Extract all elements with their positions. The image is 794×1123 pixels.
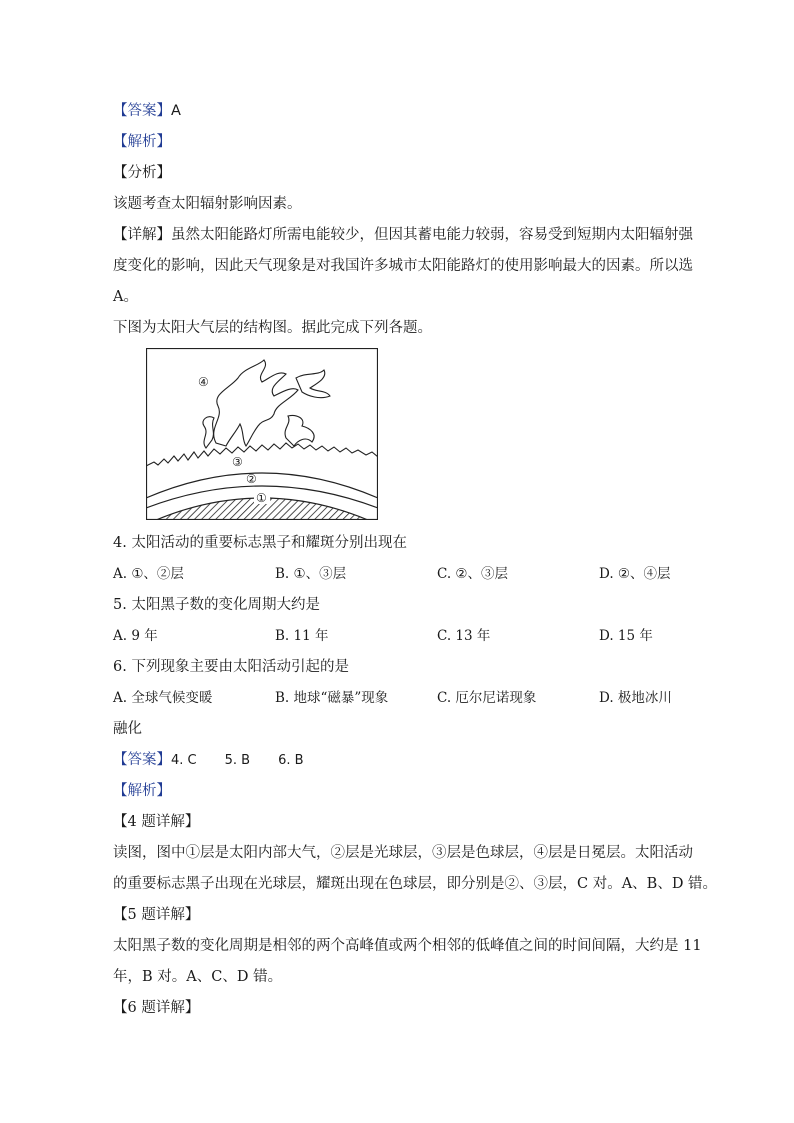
q5-option-c: C. 13 年 bbox=[437, 628, 491, 644]
detail-line-2: 度变化的影响，因此天气现象是对我国许多城市太阳能路灯的使用影响最大的因素。所以选 bbox=[113, 258, 693, 274]
answer-tag: 【答案】 bbox=[113, 103, 171, 119]
q6-option-c: C. 厄尔尼诺现象 bbox=[437, 690, 537, 706]
detail-4-line-2: 的重要标志黑子出现在光球层，耀斑出现在色球层，即分别是②、③层，C 对。A、B、D 错。 bbox=[113, 876, 718, 892]
detail-4-line-1: 读图，图中①层是太阳内部大气，②层是光球层，③层是色球层，④层是日冕层。太阳活动 bbox=[113, 845, 693, 861]
sun-atmosphere-diagram bbox=[146, 348, 378, 520]
label-layer-1: ① bbox=[256, 491, 267, 505]
question-5-options bbox=[113, 621, 683, 652]
q5-option-b: B. 11 年 bbox=[275, 628, 329, 644]
detail-6-heading: 【6 题详解】 bbox=[113, 1000, 200, 1016]
question-4-options bbox=[113, 559, 683, 590]
detail-tag: 【详解】 bbox=[113, 227, 171, 243]
answers-line bbox=[113, 745, 683, 776]
question-4-stem: 4. 太阳活动的重要标志黑子和耀斑分别出现在 bbox=[113, 535, 407, 551]
answers-tag: 【答案】 bbox=[113, 752, 171, 768]
prev-answer-line bbox=[113, 96, 683, 127]
sun-atmosphere-figure bbox=[146, 348, 378, 520]
label-layer-2: ② bbox=[246, 472, 257, 486]
question-6-options bbox=[113, 683, 683, 714]
fenxi-heading: 【分析】 bbox=[113, 165, 171, 181]
question-5-stem: 5. 太阳黑子数的变化周期大约是 bbox=[113, 597, 320, 613]
fenxi-text: 该题考查太阳辐射影响因素。 bbox=[113, 196, 302, 212]
q4-option-d: D. ②、④层 bbox=[599, 566, 671, 582]
q6-option-a: A. 全球气候变暖 bbox=[113, 690, 213, 706]
q5-option-a: A. 9 年 bbox=[113, 628, 158, 644]
detail-5-line-2: 年，B 对。A、C、D 错。 bbox=[113, 969, 283, 985]
detail-4-heading: 【4 题详解】 bbox=[113, 814, 200, 830]
label-layer-4: ④ bbox=[198, 375, 209, 389]
answer-value: A bbox=[171, 103, 181, 119]
answers-analysis-heading: 【解析】 bbox=[113, 783, 171, 799]
q4-option-a: A. ①、②层 bbox=[113, 566, 184, 582]
detail-line-3: A。 bbox=[113, 289, 138, 305]
document-page bbox=[113, 96, 718, 1024]
q6-option-d: D. 极地冰川 bbox=[599, 690, 672, 706]
answer-5: 5. B bbox=[224, 753, 251, 768]
q4-option-c: C. ②、③层 bbox=[437, 566, 509, 582]
answer-6: 6. B bbox=[278, 753, 304, 768]
detail-5-line-1: 太阳黑子数的变化周期是相邻的两个高峰值或两个相邻的低峰值之间的时间间隔，大约是 11 bbox=[113, 938, 702, 954]
analysis-heading: 【解析】 bbox=[113, 134, 171, 150]
q6-option-b: B. 地球“磁暴”现象 bbox=[275, 690, 389, 706]
answer-4: 4. C bbox=[171, 753, 197, 768]
intro-text: 下图为太阳大气层的结构图。据此完成下列各题。 bbox=[113, 320, 432, 336]
label-layer-3: ③ bbox=[232, 455, 243, 469]
detail-line-1: 【详解】虽然太阳能路灯所需电能较少，但因其蓄电能力较弱，容易受到短期内太阳辐射强 bbox=[113, 227, 693, 243]
q4-option-b: B. ①、③层 bbox=[275, 566, 347, 582]
detail-5-heading: 【5 题详解】 bbox=[113, 907, 200, 923]
question-6-stem: 6. 下列现象主要由太阳活动引起的是 bbox=[113, 659, 349, 675]
q5-option-d: D. 15 年 bbox=[599, 628, 653, 644]
q6-option-d-overflow: 融化 bbox=[113, 721, 142, 737]
